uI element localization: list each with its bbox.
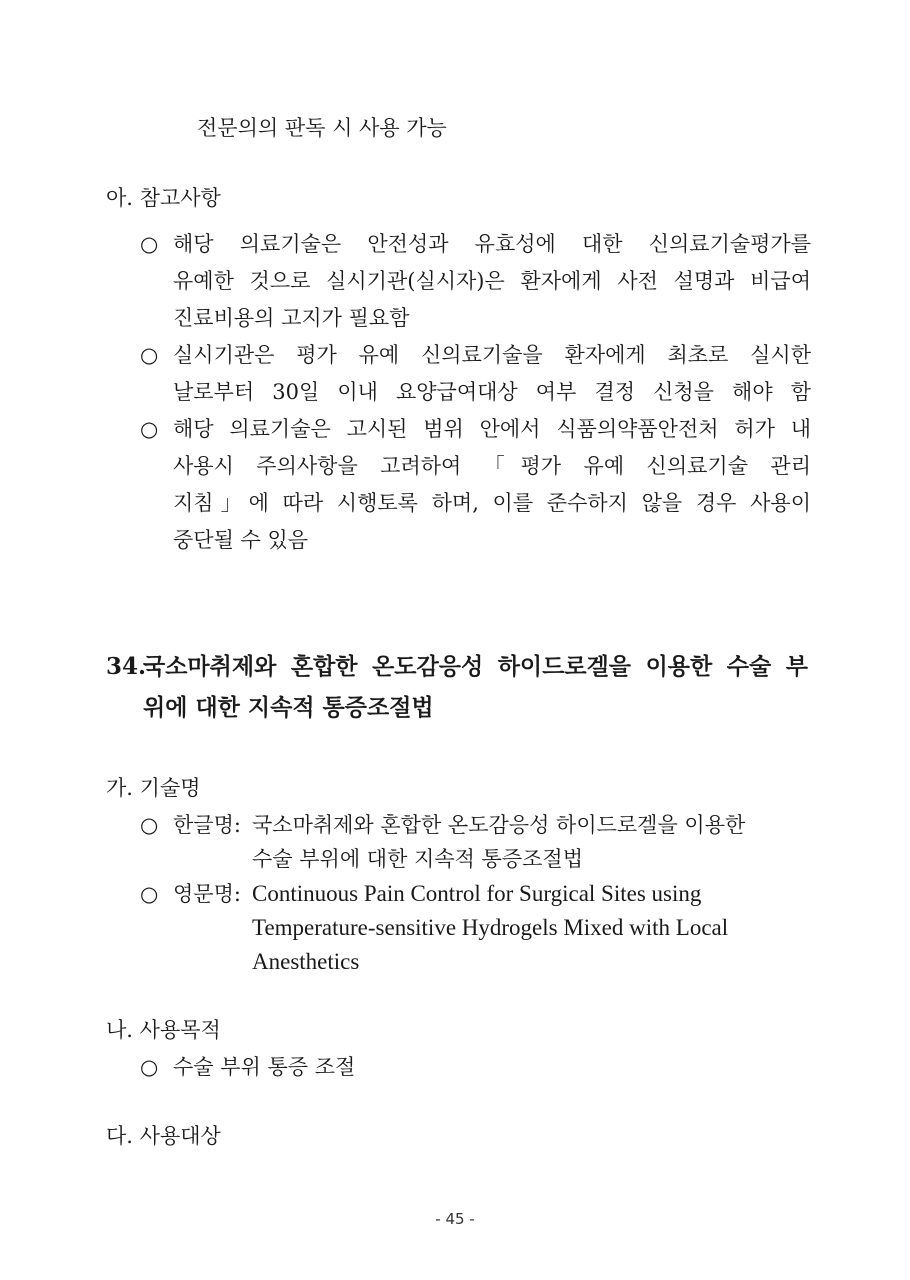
- section-a-title: 참고사항: [139, 186, 221, 210]
- section-da-title: 사용대상: [139, 1124, 221, 1148]
- section-da-marker: 다.: [106, 1124, 133, 1148]
- section-a-heading: [106, 183, 221, 213]
- korean-name-label: 한글명:: [173, 813, 241, 837]
- english-name-line-1: Continuous Pain Control for Surgical Sites using: [252, 881, 702, 906]
- continuation-text: 전문의의 판독 시 사용 가능: [197, 116, 447, 140]
- page-number: - 45 -: [435, 1210, 475, 1228]
- english-name-label: 영문명:: [173, 882, 241, 906]
- section-na-title: 사용목적: [139, 1018, 221, 1042]
- korean-name-line-1: 국소마취제와 혼합한 온도감응성 하이드로겔을 이용한: [252, 813, 746, 837]
- note-3-line-2: 사용시 주의사항을 고려하여 「평가 유예 신의료기술 관리: [173, 454, 811, 478]
- section-ga-marker: 가.: [106, 776, 133, 800]
- korean-name-line-2: 수술 부위에 대한 지속적 통증조절법: [252, 847, 583, 871]
- note-1-line-3: 진료비용의 고지가 필요함: [173, 306, 410, 330]
- note-2-line-2: 날로부터 30일 이내 요양급여대상 여부 결정 신청을 해야 함: [173, 380, 811, 404]
- bullet-circle-icon: ○: [140, 417, 159, 441]
- bullet-circle-icon: ○: [140, 813, 159, 837]
- section-ga-title: 기술명: [139, 776, 201, 800]
- note-3-line-3: 지침」에 따라 시행토록 하며, 이를 준수하지 않을 경우 사용이: [173, 491, 811, 515]
- note-1-line-2: 유예한 것으로 실시기관(실시자)은 환자에게 사전 설명과 비급여: [173, 269, 811, 293]
- note-3-line-4: 중단될 수 있음: [173, 528, 309, 552]
- section-ga-heading: [106, 773, 201, 803]
- note-1-line-1: 해당 의료기술은 안전성과 유효성에 대한 신의료기술평가를: [173, 232, 811, 256]
- section-na-marker: 나.: [106, 1018, 133, 1042]
- note-2-line-1: 실시기관은 평가 유예 신의료기술을 환자에게 최초로 실시한: [173, 343, 811, 367]
- bullet-circle-icon: ○: [140, 343, 159, 367]
- bullet-circle-icon: ○: [140, 1055, 159, 1079]
- purpose-item: 수술 부위 통증 조절: [173, 1055, 356, 1079]
- bullet-circle-icon: ○: [140, 882, 159, 906]
- article-title-line-2: 위에 대한 지속적 통증조절법: [143, 694, 434, 721]
- section-na-heading: [106, 1015, 221, 1045]
- english-name-line-2: Temperature-sensitive Hydrogels Mixed with Local: [252, 915, 729, 940]
- article-number: 34.: [106, 653, 147, 680]
- section-a-marker: 아.: [106, 186, 133, 210]
- english-name-line-3: Anesthetics: [252, 949, 360, 974]
- note-3-line-1: 해당 의료기술은 고시된 범위 안에서 식품의약품안전처 허가 내: [173, 417, 811, 441]
- article-title-line-1: 국소마취제와 혼합한 온도감응성 하이드로겔을 이용한 수술 부: [143, 653, 808, 680]
- bullet-circle-icon: ○: [140, 232, 159, 256]
- section-da-heading: [106, 1121, 221, 1151]
